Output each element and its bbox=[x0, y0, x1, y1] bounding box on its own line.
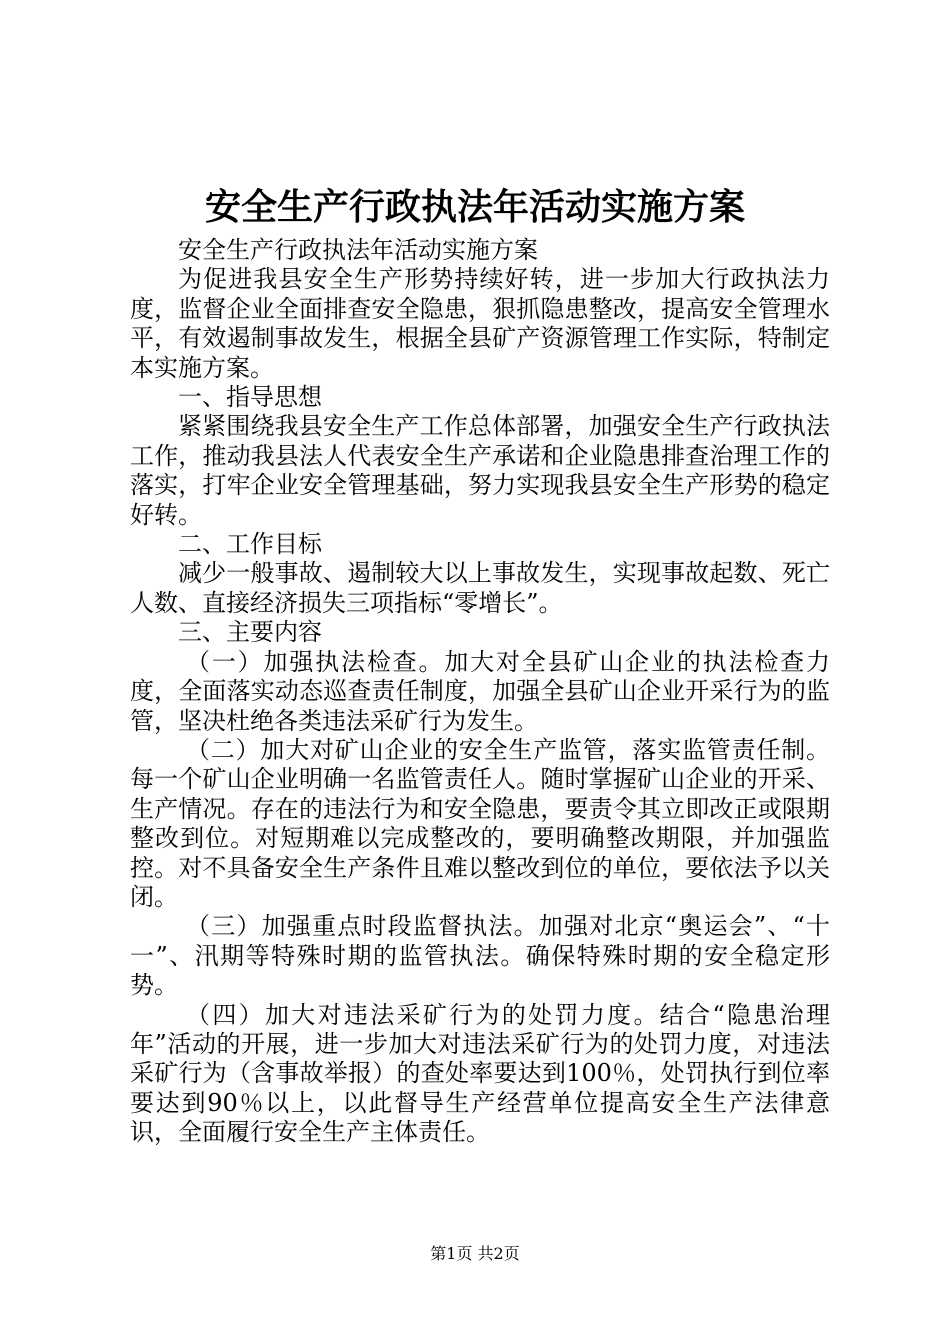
page-footer: 第1页 共2页 bbox=[430, 1244, 520, 1263]
section-heading-guiding-thought: 一、指导思想 bbox=[178, 383, 322, 412]
main-content-item-2: （二）加大对矿山企业的安全生产监管，落实监管责任制。每一个矿山企业明确一名监管责任人。随时掌握矿山企业的开采、生产情况。存在的违法行为和安全隐患，要责令其立即改正或限期整改到位。对短期难以完成整改的，要明确整改期限，并加强监控。对不具备安全生产条件且难以整改到位的单位，要依法予以关闭。 bbox=[130, 735, 830, 911]
document-title: 安全生产行政执法年活动实施方案 bbox=[204, 187, 745, 228]
guiding-thought-paragraph: 紧紧围绕我县安全生产工作总体部署，加强安全生产行政执法工作，推动我县法人代表安全生产承诺和企业隐患排查治理工作的落实，打牢企业安全管理基础，努力实现我县安全生产形势的稳定好转。 bbox=[130, 412, 830, 529]
work-goals-paragraph: 减少一般事故、遏制较大以上事故发生，实现事故起数、死亡人数、直接经济损失三项指标“零增长”。 bbox=[130, 559, 830, 617]
document-body bbox=[130, 236, 830, 1148]
intro-paragraph: 为促进我县安全生产形势持续好转，进一步加大行政执法力度，监督企业全面排查安全隐患，狠抓隐患整改，提高安全管理水平，有效遏制事故发生，根据全县矿产资源管理工作实际，特制定本实施方案。 bbox=[130, 265, 830, 382]
section-heading-main-content: 三、主要内容 bbox=[178, 618, 322, 647]
section-heading-work-goals: 二、工作目标 bbox=[178, 530, 322, 559]
subtitle-paragraph: 安全生产行政执法年活动实施方案 bbox=[178, 236, 538, 264]
main-content-item-1: （一）加强执法检查。加大对全县矿山企业的执法检查力度，全面落实动态巡查责任制度，加强全县矿山企业开采行为的监管，坚决杜绝各类违法采矿行为发生。 bbox=[130, 647, 830, 735]
main-content-item-4: （四）加大对违法采矿行为的处罚力度。结合“隐患治理年”活动的开展，进一步加大对违法采矿行为的处罚力度，对违法采矿行为（含事故举报）的查处率要达到100％，处罚执行到位率要达到90％以上，以此督导生产经营单位提高安全生产法律意识，全面履行安全生产主体责任。 bbox=[130, 1000, 830, 1147]
main-content-item-3: （三）加强重点时段监督执法。加强对北京“奥运会”、“十一”、汛期等特殊时期的监管执法。确保特殊时期的安全稳定形势。 bbox=[130, 912, 830, 1000]
